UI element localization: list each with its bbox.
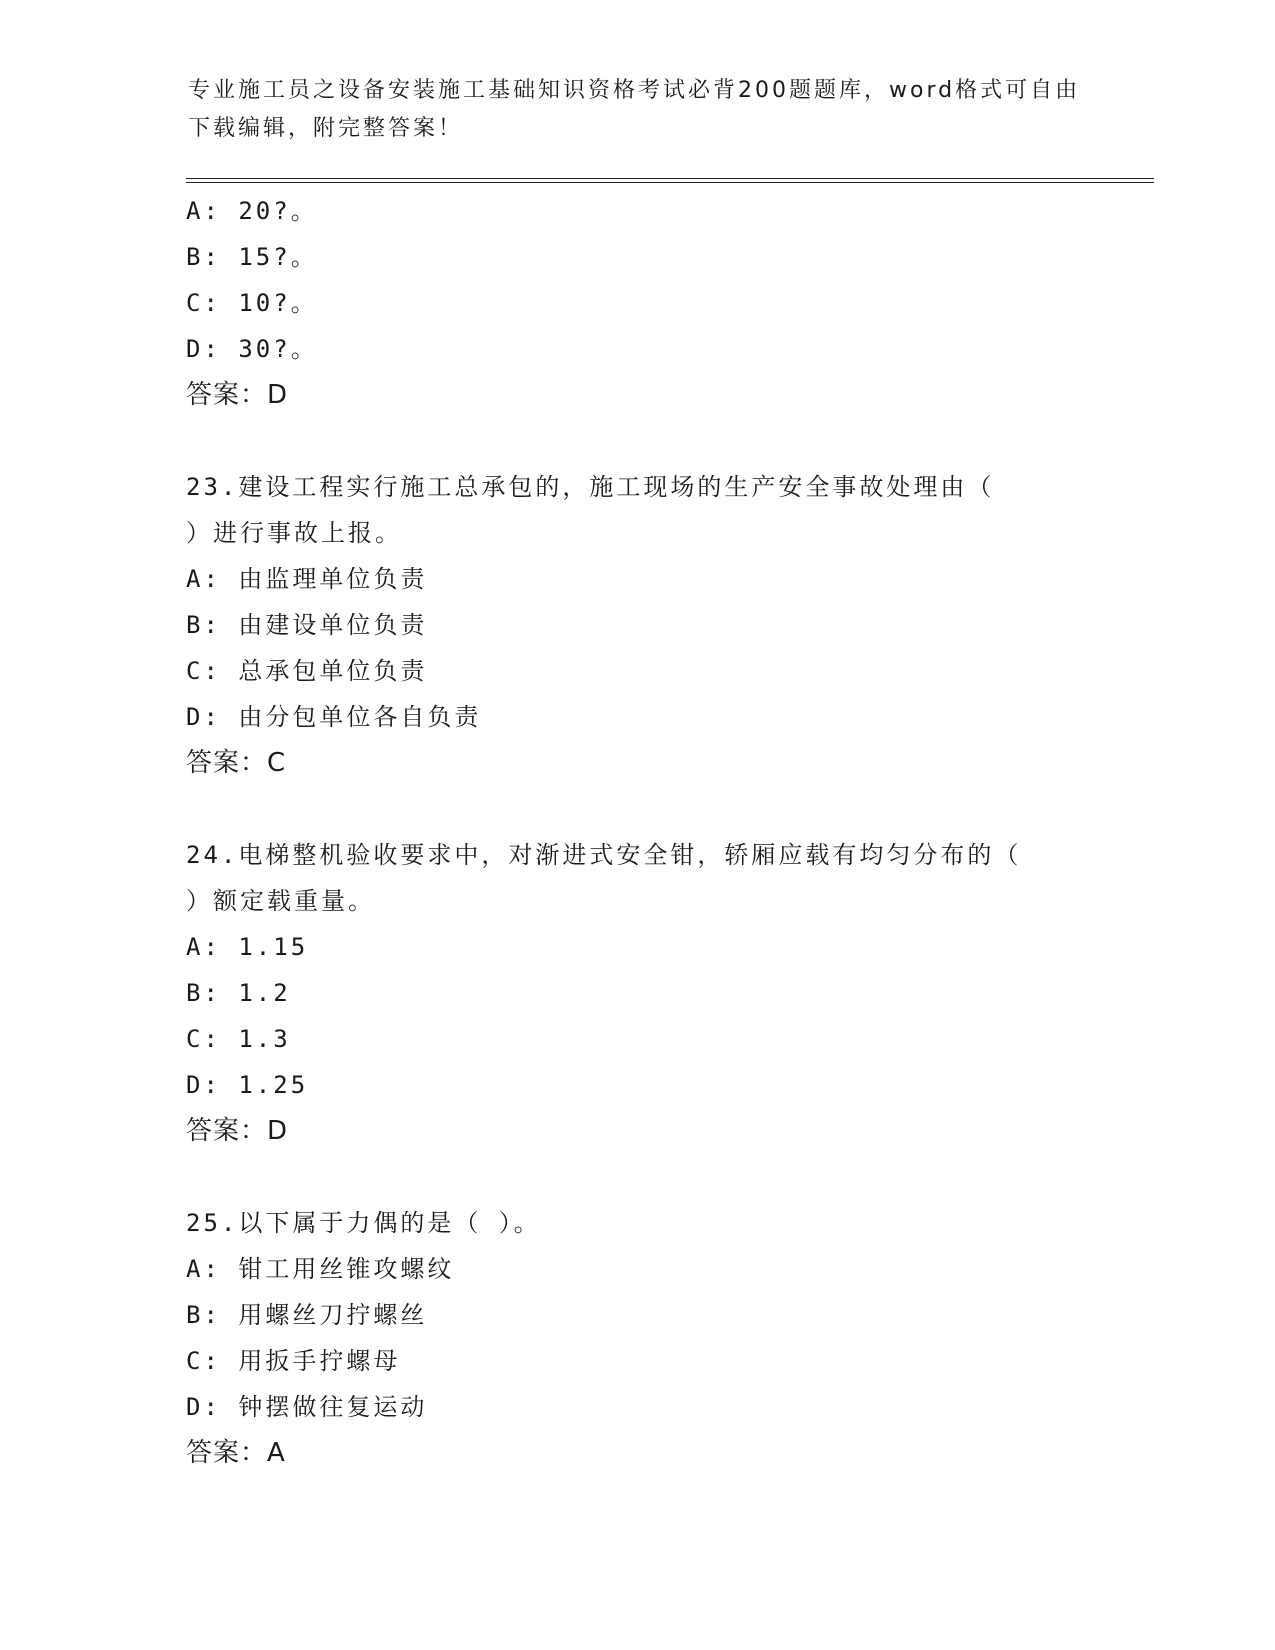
header-line-1: 专业施工员之设备安装施工基础知识资格考试必背200题题库，word格式可自由 [188, 78, 1081, 103]
question-25 [186, 1200, 1136, 1476]
option-d: D: 由分包单位各自负责 [186, 703, 482, 731]
question-list [186, 188, 1136, 1476]
question-text: 24.电梯整机验收要求中，对渐进式安全钳，轿厢应载有均匀分布的（ [186, 841, 1022, 869]
option-b: B: 由建设单位负责 [186, 611, 428, 639]
option-a: A: 20?。 [186, 197, 318, 225]
header-line-2: 下载编辑，附完整答案！ [188, 116, 464, 141]
question-text-cont: ）进行事故上报。 [186, 519, 402, 547]
option-a: A: 钳工用丝锥攻螺纹 [186, 1255, 455, 1283]
answer: 答案：D [186, 1116, 289, 1146]
answer: 答案：D [186, 380, 289, 410]
option-d: D: 钟摆做往复运动 [186, 1393, 428, 1421]
option-c: C: 总承包单位负责 [186, 657, 428, 685]
answer: 答案：C [186, 748, 287, 778]
option-d: D: 30?。 [186, 335, 318, 363]
document-header [188, 72, 1081, 148]
header-rule-bottom [186, 182, 1154, 183]
question-text: 25.以下属于力偶的是（ ）。 [186, 1209, 541, 1237]
question-23 [186, 464, 1136, 786]
question-22-continued [186, 188, 1136, 418]
question-text: 23.建设工程实行施工总承包的，施工现场的生产安全事故处理由（ [186, 473, 995, 501]
header-rule-top [186, 178, 1154, 179]
option-c: C: 10?。 [186, 289, 318, 317]
option-b: B: 15?。 [186, 243, 318, 271]
option-b: B: 用螺丝刀拧螺丝 [186, 1301, 428, 1329]
option-b: B: 1.2 [186, 979, 291, 1007]
question-text-cont: ）额定载重量。 [186, 887, 375, 915]
option-d: D: 1.25 [186, 1071, 309, 1099]
option-c: C: 1.3 [186, 1025, 291, 1053]
option-c: C: 用扳手拧螺母 [186, 1347, 401, 1375]
answer: 答案：A [186, 1438, 286, 1468]
question-24 [186, 832, 1136, 1154]
option-a: A: 由监理单位负责 [186, 565, 428, 593]
option-a: A: 1.15 [186, 933, 309, 961]
